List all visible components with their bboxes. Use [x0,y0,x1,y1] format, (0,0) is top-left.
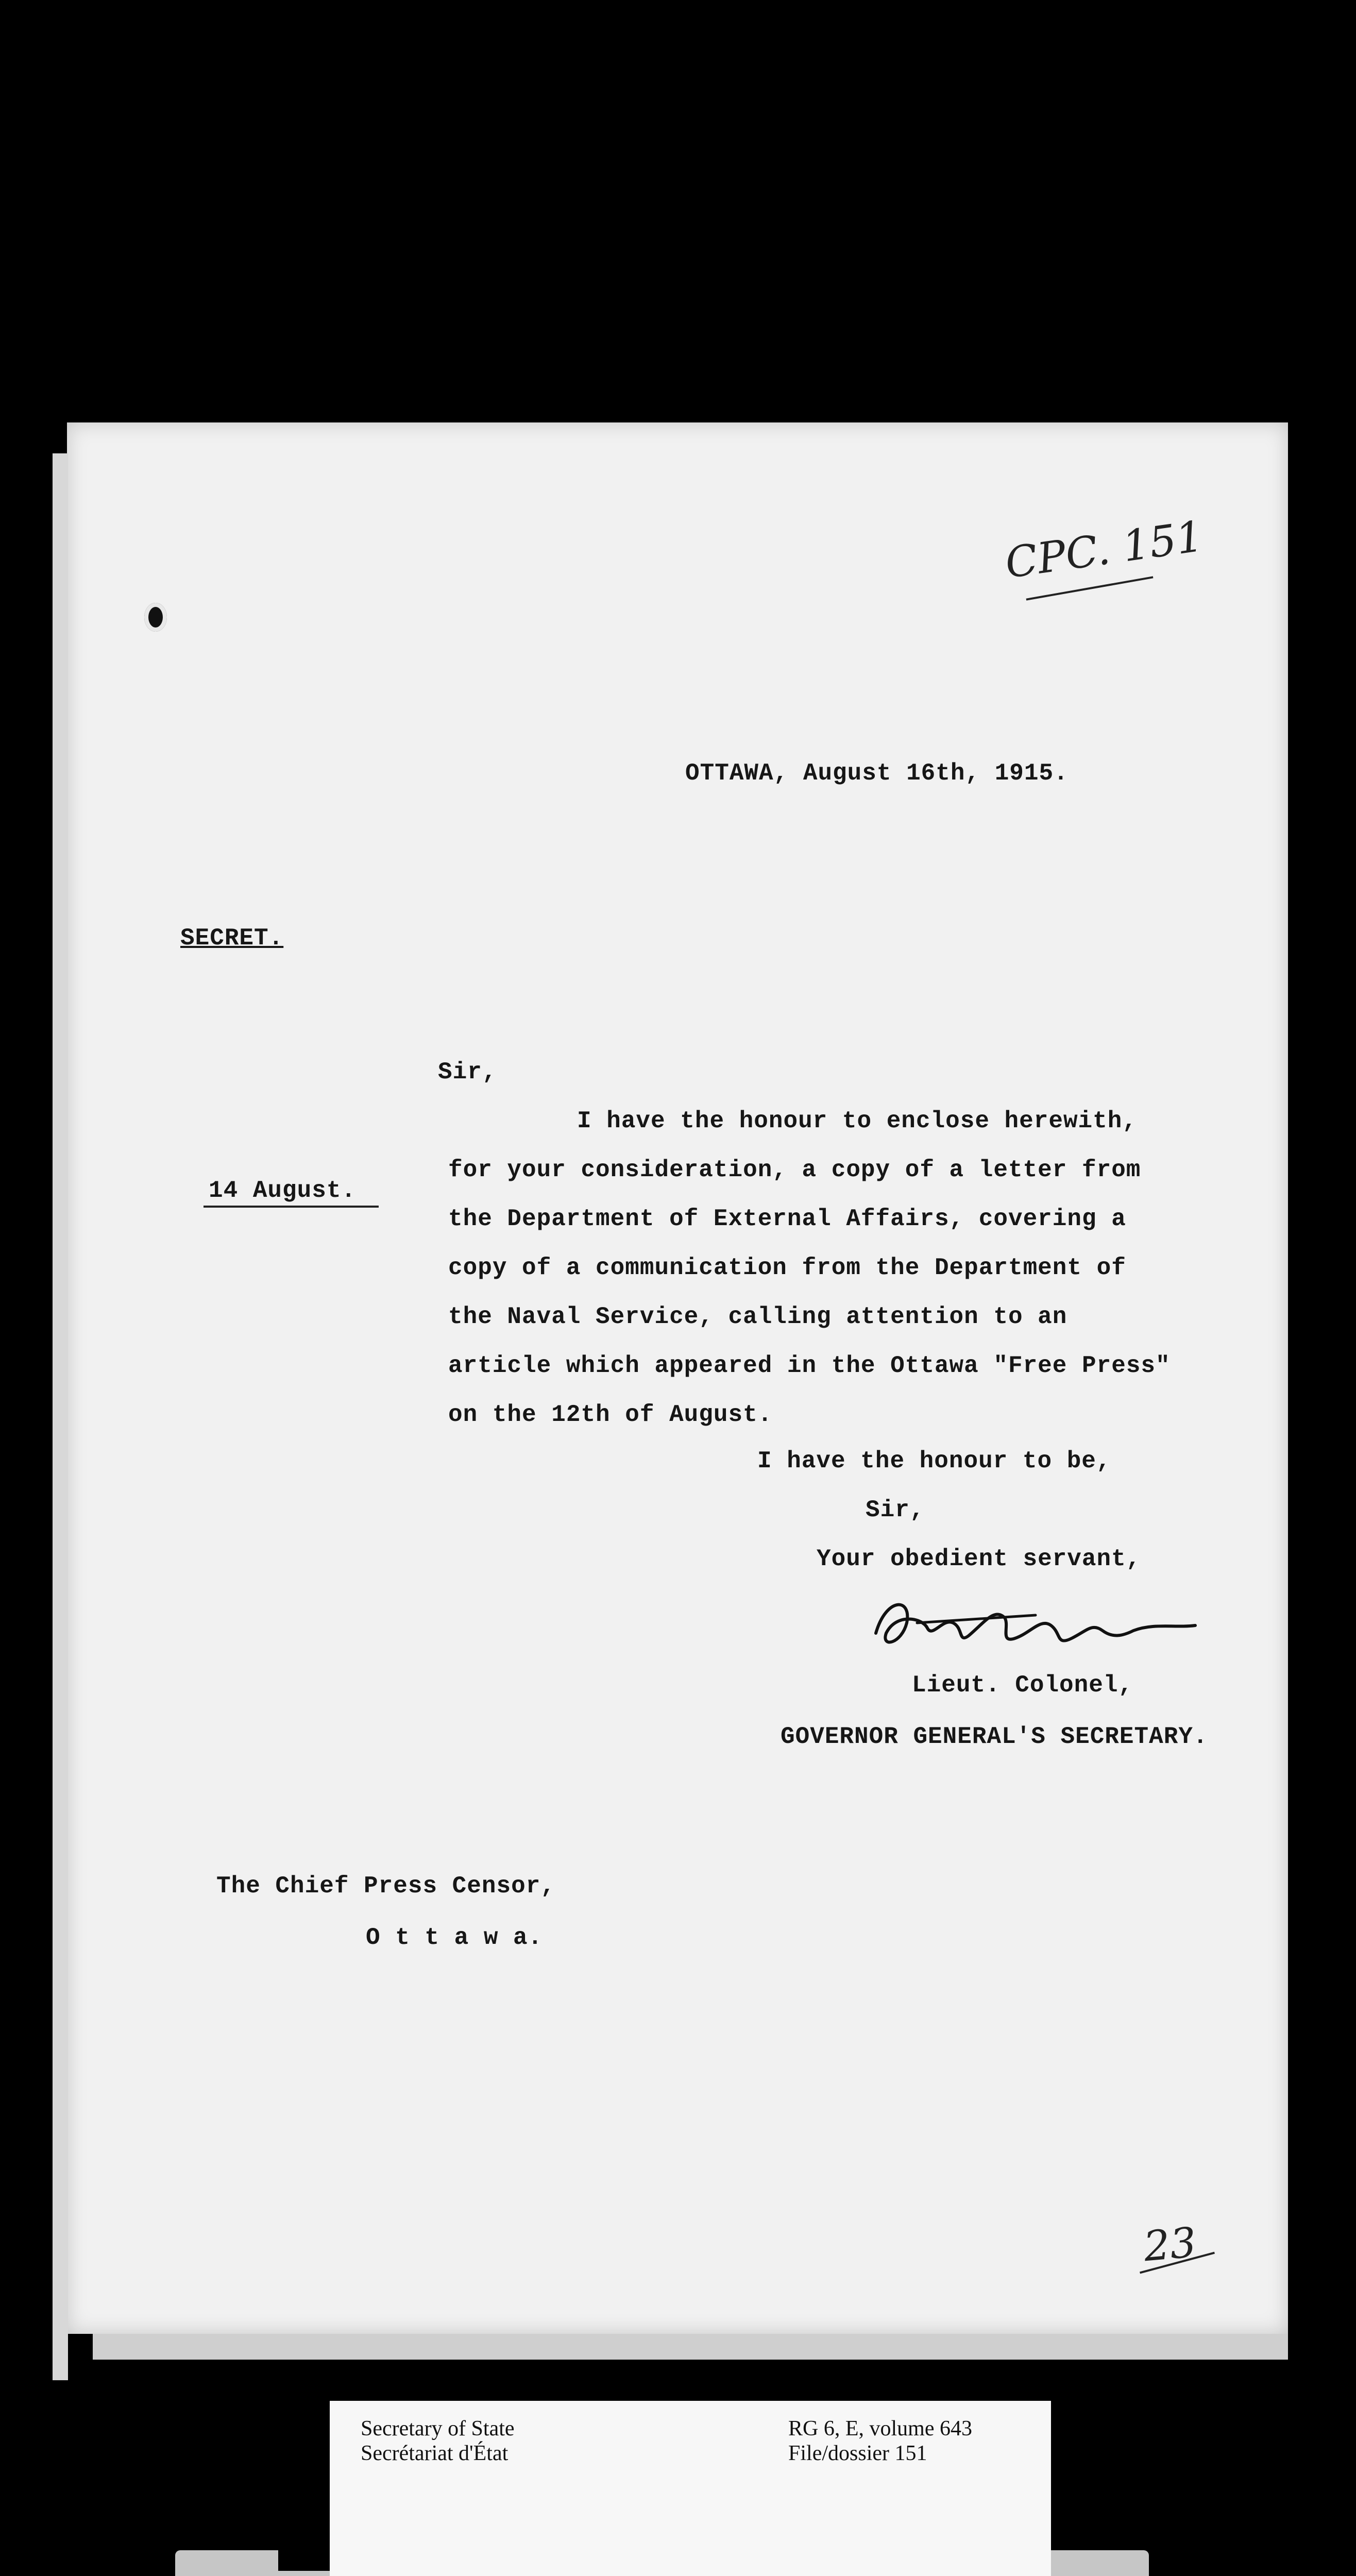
body-line-1: I have the honour to enclose herewith, [577,1108,1137,1134]
reference-mark: CPC. 151 [1002,512,1207,588]
closing-line-3: Your obedient servant, [817,1546,1141,1572]
record-group-volume: RG 6, E, volume 643 [788,2417,972,2441]
body-line-7: on the 12th of August. [448,1401,773,1428]
signature [866,1587,1257,1669]
body-line-4: copy of a communication from the Department of [448,1255,1126,1281]
margin-note-underline [204,1206,379,1208]
signer-title: GOVERNOR GENERAL'S SECRETARY. [781,1723,1208,1750]
closing-line-2: Sir, [866,1497,925,1523]
file-number: File/dossier 151 [788,2442,927,2465]
recipient-line-2: O t t a w a. [366,1924,543,1951]
recipient-line-1: The Chief Press Censor, [216,1873,555,1900]
archive-reference-card [330,2401,1051,2576]
punch-hole [144,603,167,632]
signer-rank: Lieut. Colonel, [912,1672,1133,1699]
margin-note: 14 August. [209,1177,357,1204]
closing-line-1: I have the honour to be, [757,1448,1111,1475]
body-line-5: the Naval Service, calling attention to an [448,1303,1067,1330]
page-mark: 23 [1142,2218,1198,2271]
body-line-6: article which appeared in the Ottawa "Free Press" [448,1352,1171,1379]
classification: SECRET. [180,925,284,952]
salutation: Sir, [438,1059,497,1086]
fonds-name-fr: Secrétariat d'État [361,2442,508,2465]
body-line-2: for your consideration, a copy of a letter from [448,1157,1141,1183]
letter-page [67,422,1288,2334]
body-line-3: the Department of External Affairs, covering a [448,1206,1126,1232]
place-date: OTTAWA, August 16th, 1915. [685,760,1069,787]
fonds-name-en: Secretary of State [361,2417,515,2441]
